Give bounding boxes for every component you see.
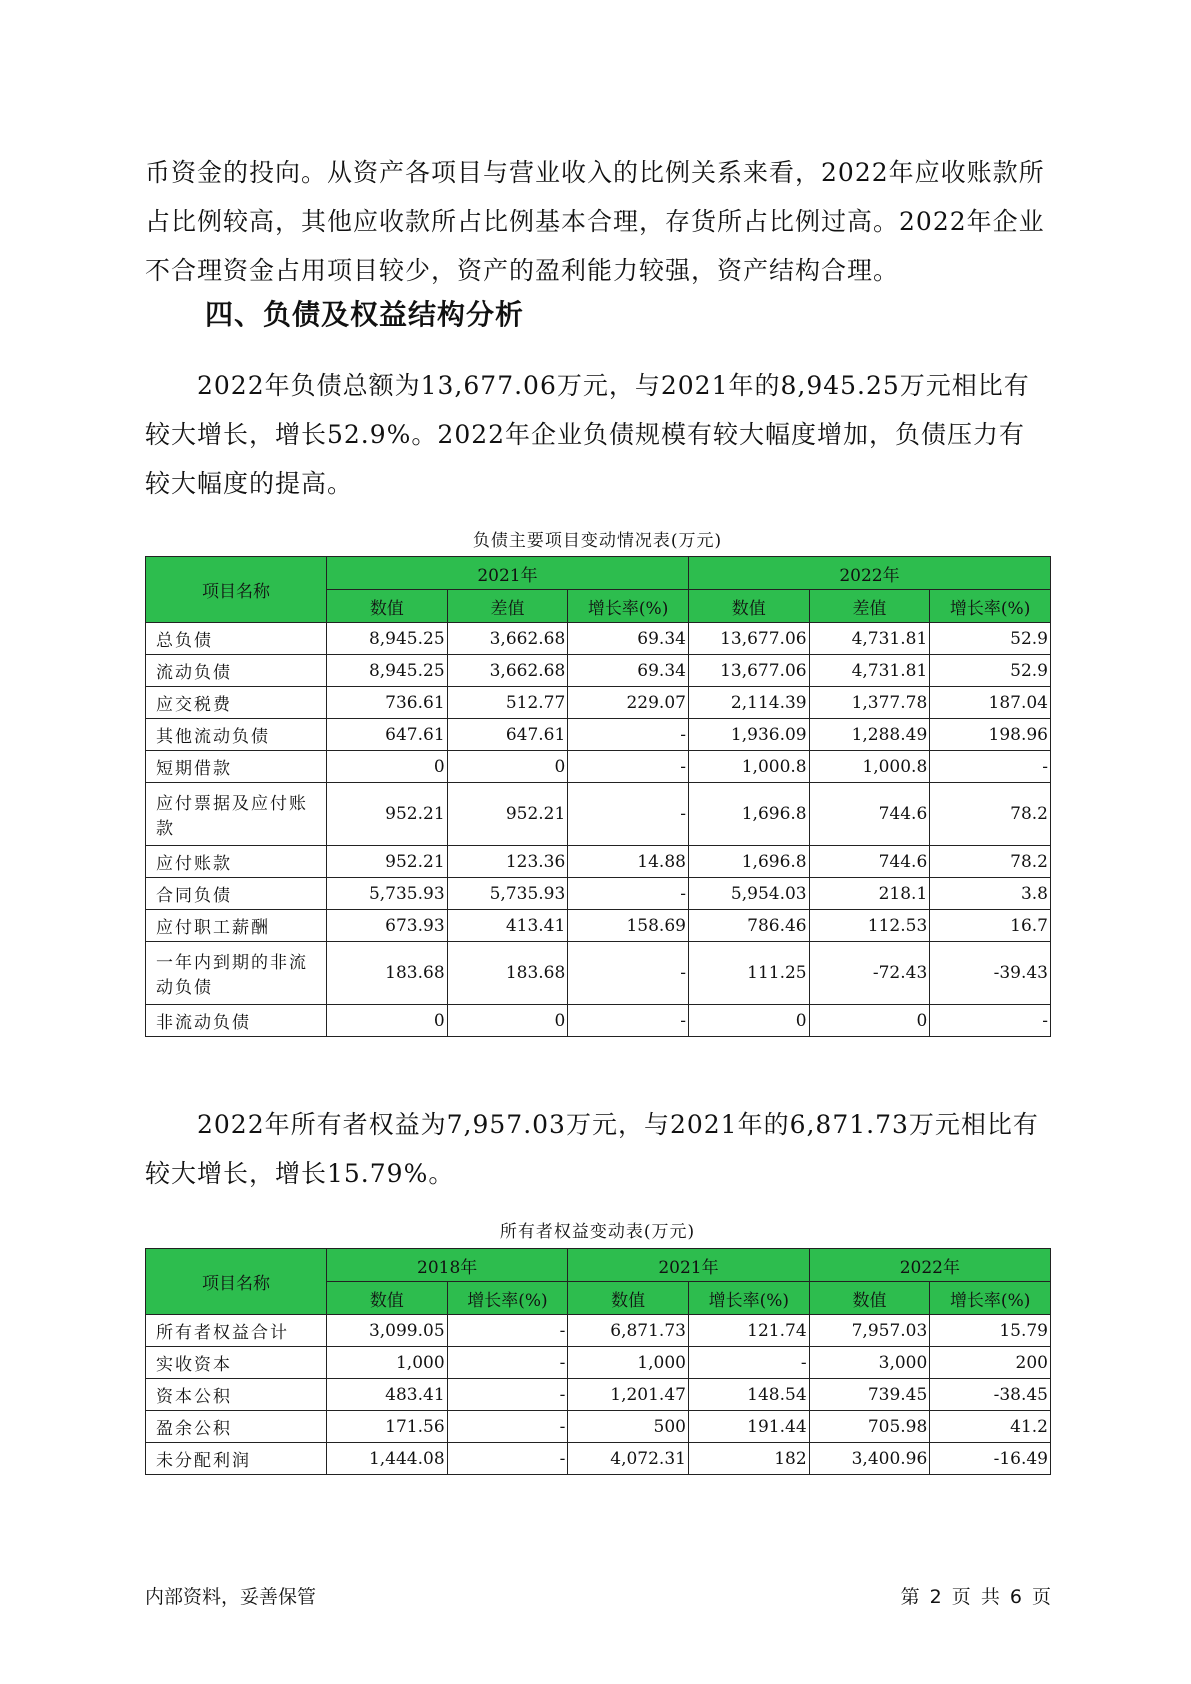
table-cell: 1,696.8	[688, 846, 809, 878]
table-cell: 744.6	[809, 846, 930, 878]
table-cell: 13,677.06	[688, 623, 809, 655]
year-header: 2018年	[326, 1249, 567, 1282]
table-cell: 3,400.96	[809, 1443, 930, 1475]
table-cell: 0	[326, 751, 447, 783]
table-cell: -	[688, 1347, 809, 1379]
table-cell: 69.34	[568, 655, 689, 687]
table-cell: -39.43	[930, 942, 1051, 1005]
row-label: 流动负债	[146, 655, 327, 687]
table-cell: 15.79	[930, 1315, 1051, 1347]
table-row	[146, 1411, 1051, 1443]
table-cell: 413.41	[447, 910, 568, 942]
liability-summary-paragraph: 2022年负债总额为13,677.06万元，与2021年的8,945.25万元相比有较大增长，增长52.9%。2022年企业负债规模有较大幅度增加，负债压力有较大幅度的提高。	[145, 371, 1030, 498]
row-label: 总负债	[146, 623, 327, 655]
row-label: 一年内到期的非流动负债	[146, 942, 327, 1005]
table-cell: 647.61	[326, 719, 447, 751]
table-cell: 736.61	[326, 687, 447, 719]
year-header: 2022年	[809, 1249, 1050, 1282]
column-header: 增长率(%)	[568, 590, 689, 623]
table-cell: 52.9	[930, 655, 1051, 687]
year-header: 2021年	[326, 557, 688, 590]
column-header: 数值	[326, 590, 447, 623]
table-cell: 673.93	[326, 910, 447, 942]
liability-table	[145, 556, 1051, 1037]
equity-table	[145, 1248, 1051, 1475]
row-label: 所有者权益合计	[146, 1315, 327, 1347]
section-heading: 四、负债及权益结构分析	[205, 298, 525, 331]
row-label: 非流动负债	[146, 1005, 327, 1037]
table-row	[146, 942, 1051, 1005]
table-cell: 786.46	[688, 910, 809, 942]
table-cell: 112.53	[809, 910, 930, 942]
row-label: 短期借款	[146, 751, 327, 783]
table-cell: 0	[447, 1005, 568, 1037]
row-label: 实收资本	[146, 1347, 327, 1379]
table-cell: 1,201.47	[568, 1379, 689, 1411]
table-cell: 744.6	[809, 783, 930, 846]
table-cell: 952.21	[326, 783, 447, 846]
table-cell: 512.77	[447, 687, 568, 719]
table-cell: 1,377.78	[809, 687, 930, 719]
table-cell: 171.56	[326, 1411, 447, 1443]
table-cell: 1,000	[568, 1347, 689, 1379]
table-cell: 0	[809, 1005, 930, 1037]
table-cell: 0	[326, 1005, 447, 1037]
table-row	[146, 1379, 1051, 1411]
table-cell: 158.69	[568, 910, 689, 942]
column-header: 数值	[688, 590, 809, 623]
table-cell: -	[568, 783, 689, 846]
table-cell: 952.21	[326, 846, 447, 878]
column-header: 增长率(%)	[447, 1282, 568, 1315]
page-number: 第 2 页 共 6 页	[900, 1586, 1051, 1608]
table-cell: 3,662.68	[447, 655, 568, 687]
table-row	[146, 1443, 1051, 1475]
table-row	[146, 623, 1051, 655]
table-cell: 500	[568, 1411, 689, 1443]
liability-table-caption: 负债主要项目变动情况表(万元)	[472, 531, 723, 551]
column-header: 差值	[447, 590, 568, 623]
table-row	[146, 1315, 1051, 1347]
table-cell: 1,288.49	[809, 719, 930, 751]
table-row	[146, 783, 1051, 846]
table-cell: 5,735.93	[447, 878, 568, 910]
table-cell: 182	[688, 1443, 809, 1475]
table-cell: 229.07	[568, 687, 689, 719]
table-cell: 3,000	[809, 1347, 930, 1379]
item-name-header: 项目名称	[146, 557, 327, 623]
table-cell: 1,000	[326, 1347, 447, 1379]
table-cell: 1,936.09	[688, 719, 809, 751]
table-cell: 69.34	[568, 623, 689, 655]
table-cell: -38.45	[930, 1379, 1051, 1411]
table-row	[146, 751, 1051, 783]
row-label: 未分配利润	[146, 1443, 327, 1475]
confidential-note: 内部资料，妥善保管	[145, 1586, 317, 1608]
year-header: 2021年	[568, 1249, 809, 1282]
table-cell: -	[568, 719, 689, 751]
table-cell: -	[568, 878, 689, 910]
table-cell: 41.2	[930, 1411, 1051, 1443]
table-cell: 1,696.8	[688, 783, 809, 846]
table-cell: 191.44	[688, 1411, 809, 1443]
row-label: 应交税费	[146, 687, 327, 719]
row-label: 其他流动负债	[146, 719, 327, 751]
table-cell: -	[568, 751, 689, 783]
table-cell: 8,945.25	[326, 623, 447, 655]
equity-table-caption: 所有者权益变动表(万元)	[499, 1222, 696, 1242]
table-cell: 5,735.93	[326, 878, 447, 910]
table-cell: 123.36	[447, 846, 568, 878]
table-cell: 16.7	[930, 910, 1051, 942]
table-row	[146, 655, 1051, 687]
table-cell: 952.21	[447, 783, 568, 846]
table-cell: 52.9	[930, 623, 1051, 655]
table-cell: 183.68	[447, 942, 568, 1005]
table-cell: 148.54	[688, 1379, 809, 1411]
table-row	[146, 719, 1051, 751]
table-cell: -	[447, 1411, 568, 1443]
table-cell: 4,072.31	[568, 1443, 689, 1475]
table-cell: 111.25	[688, 942, 809, 1005]
table-cell: 200	[930, 1347, 1051, 1379]
table-cell: 187.04	[930, 687, 1051, 719]
table-cell: 705.98	[809, 1411, 930, 1443]
table-row	[146, 1347, 1051, 1379]
equity-summary-paragraph: 2022年所有者权益为7,957.03万元，与2021年的6,871.73万元相比有较大增长，增长15.79%。	[145, 1110, 1039, 1188]
table-cell: 198.96	[930, 719, 1051, 751]
table-cell: -	[447, 1315, 568, 1347]
table-cell: 3,662.68	[447, 623, 568, 655]
table-cell: -72.43	[809, 942, 930, 1005]
row-label: 应付账款	[146, 846, 327, 878]
table-cell: 0	[688, 1005, 809, 1037]
table-cell: 13,677.06	[688, 655, 809, 687]
column-header: 数值	[809, 1282, 930, 1315]
table-cell: 3,099.05	[326, 1315, 447, 1347]
table-cell: -	[930, 1005, 1051, 1037]
table-cell: 4,731.81	[809, 623, 930, 655]
table-cell: 1,000.8	[688, 751, 809, 783]
table-cell: -	[930, 751, 1051, 783]
table-cell: -	[447, 1379, 568, 1411]
table-cell: -16.49	[930, 1443, 1051, 1475]
table-cell: 183.68	[326, 942, 447, 1005]
table-cell: 8,945.25	[326, 655, 447, 687]
table-cell: 647.61	[447, 719, 568, 751]
column-header: 数值	[326, 1282, 447, 1315]
column-header: 增长率(%)	[930, 590, 1051, 623]
table-cell: -	[568, 1005, 689, 1037]
table-cell: 218.1	[809, 878, 930, 910]
row-label: 资本公积	[146, 1379, 327, 1411]
table-cell: -	[447, 1443, 568, 1475]
column-header: 增长率(%)	[688, 1282, 809, 1315]
year-header: 2022年	[688, 557, 1050, 590]
intro-paragraph: 币资金的投向。从资产各项目与营业收入的比例关系来看，2022年应收账款所占比例较高，其他应收款所占比例基本合理，存货所占比例过高。2022年企业不合理资金占用项目较少，资产的盈利能力较强，资产结构合理。	[145, 158, 1045, 285]
table-row	[146, 687, 1051, 719]
table-cell: 5,954.03	[688, 878, 809, 910]
table-cell: 483.41	[326, 1379, 447, 1411]
table-cell: 2,114.39	[688, 687, 809, 719]
row-label: 应付职工薪酬	[146, 910, 327, 942]
table-row	[146, 910, 1051, 942]
row-label: 盈余公积	[146, 1411, 327, 1443]
table-cell: 121.74	[688, 1315, 809, 1347]
table-cell: 14.88	[568, 846, 689, 878]
table-cell: 7,957.03	[809, 1315, 930, 1347]
table-cell: 6,871.73	[568, 1315, 689, 1347]
table-cell: 0	[447, 751, 568, 783]
table-cell: -	[447, 1347, 568, 1379]
table-cell: 739.45	[809, 1379, 930, 1411]
table-row	[146, 878, 1051, 910]
table-cell: 78.2	[930, 783, 1051, 846]
column-header: 数值	[568, 1282, 689, 1315]
table-row	[146, 846, 1051, 878]
table-row	[146, 1005, 1051, 1037]
column-header: 差值	[809, 590, 930, 623]
item-name-header: 项目名称	[146, 1249, 327, 1315]
column-header: 增长率(%)	[930, 1282, 1051, 1315]
row-label: 应付票据及应付账款	[146, 783, 327, 846]
table-cell: 4,731.81	[809, 655, 930, 687]
table-cell: 1,000.8	[809, 751, 930, 783]
table-cell: 1,444.08	[326, 1443, 447, 1475]
table-cell: -	[568, 942, 689, 1005]
table-cell: 3.8	[930, 878, 1051, 910]
row-label: 合同负债	[146, 878, 327, 910]
table-cell: 78.2	[930, 846, 1051, 878]
